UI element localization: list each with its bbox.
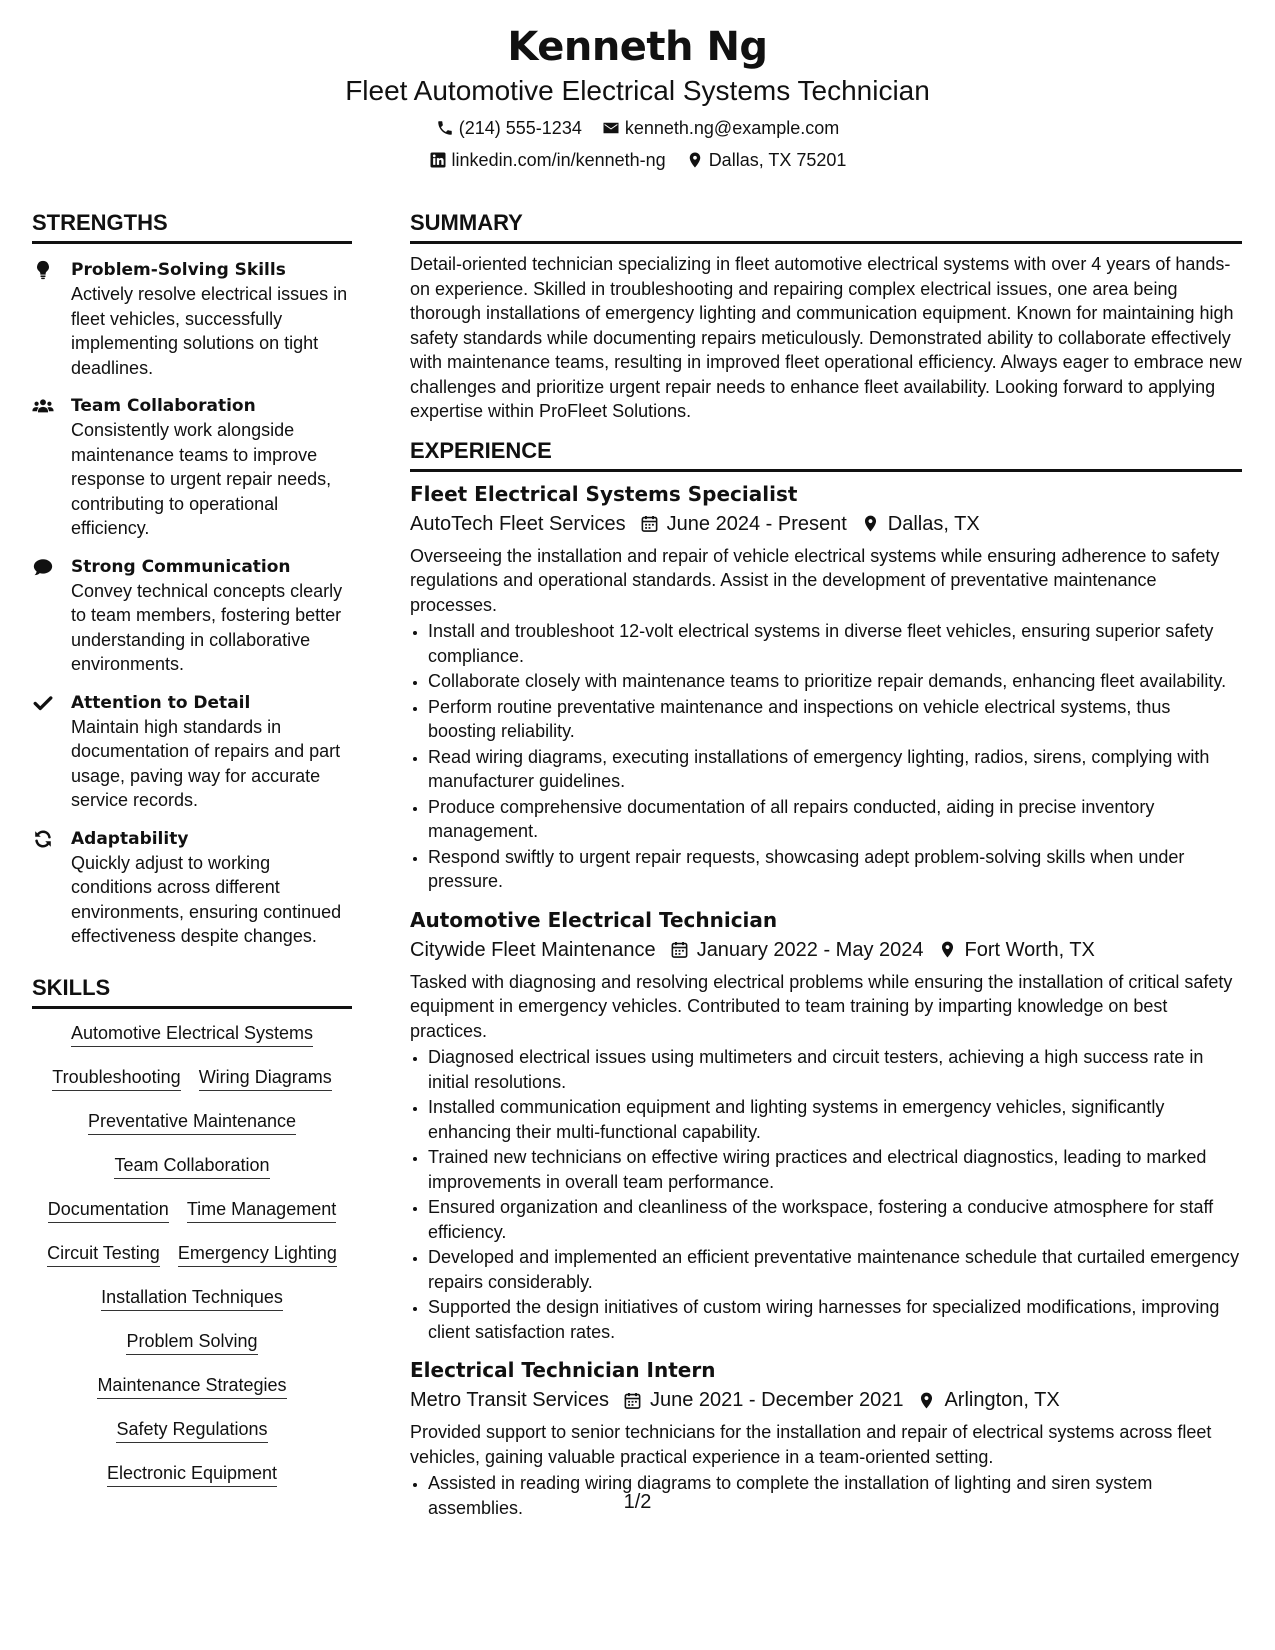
map-pin-icon bbox=[917, 1391, 936, 1410]
lightbulb-icon bbox=[32, 259, 54, 281]
achievement-item: • Supported the design initiatives of custom wiring harnesses for specialized modifications, improving client satisfaction rates. bbox=[428, 1295, 1242, 1344]
job-dates: June 2021 - December 2021 bbox=[649, 1389, 904, 1411]
job-meta bbox=[410, 510, 1242, 538]
achievement-item: • Ensured organization and cleanliness of the workspace, fostering a conducive atmosphere for staff efficiency. bbox=[428, 1195, 1242, 1244]
strength-desc: Maintain high standards in documentation of repairs and part usage, paving way for accurate service records. bbox=[71, 716, 341, 810]
strength-desc: Convey technical concepts clearly to team members, fostering better understanding in collaborative environments. bbox=[71, 580, 343, 674]
job-meta bbox=[410, 936, 1242, 964]
candidate-name: Kenneth Ng bbox=[507, 24, 768, 70]
skill-tag: Automotive Electrical Systems bbox=[71, 1021, 313, 1047]
company-name: Metro Transit Services bbox=[410, 1389, 609, 1411]
achievement-item: • Installed communication equipment and lighting systems in emergency vehicles, significantly enhancing their multi-functional capability. bbox=[428, 1095, 1242, 1144]
contact-location bbox=[686, 148, 847, 172]
position-title: Automotive Electrical Technician bbox=[410, 907, 778, 932]
phone-icon bbox=[436, 119, 454, 137]
achievement-item: • Install and troubleshoot 12-volt electrical systems in diverse fleet vehicles, ensuring superior safety compliance. bbox=[428, 619, 1242, 668]
achievement-item: • Produce comprehensive documentation of all repairs conducted, aiding in precise inventory management. bbox=[428, 795, 1242, 844]
company-name: AutoTech Fleet Services bbox=[410, 512, 626, 535]
skill-tag: Team Collaboration bbox=[114, 1153, 269, 1179]
strength-item bbox=[32, 827, 352, 949]
achievement-item: • Perform routine preventative maintenance and inspections on vehicle electrical systems, thus boosting reliability. bbox=[428, 695, 1242, 744]
job-description: Overseeing the installation and repair of vehicle electrical systems while ensuring adherence to safety regulations and operational standards. Assist in the development of preventative maintenance processes. bbox=[410, 545, 1220, 615]
strengths-heading: STRENGTHS bbox=[32, 210, 352, 244]
envelope-icon bbox=[602, 119, 620, 137]
strength-item bbox=[32, 394, 352, 541]
refresh-icon bbox=[32, 828, 54, 850]
map-pin-icon bbox=[938, 940, 957, 959]
job-dates: January 2022 - May 2024 bbox=[696, 938, 924, 961]
contact-phone[interactable] bbox=[436, 116, 582, 140]
calendar-icon bbox=[670, 940, 689, 959]
achievement-item: • Trained new technicians on effective wiring practices and electrical diagnostics, leading to marked improvements in overall team performance. bbox=[428, 1145, 1242, 1194]
contact-email[interactable] bbox=[602, 116, 839, 140]
skill-tag: Documentation bbox=[48, 1197, 169, 1223]
job-meta bbox=[410, 1386, 1242, 1414]
skill-tag: Electronic Equipment bbox=[107, 1461, 277, 1487]
job-location: Arlington, TX bbox=[944, 1389, 1060, 1411]
position-title: Electrical Technician Intern bbox=[410, 1358, 716, 1382]
calendar-icon bbox=[640, 514, 659, 533]
strength-item bbox=[32, 258, 352, 380]
skill-tag: Problem Solving bbox=[126, 1329, 257, 1355]
strength-title: Strong Communication bbox=[71, 556, 291, 577]
job-dates: June 2024 - Present bbox=[666, 512, 847, 535]
calendar-icon bbox=[623, 1391, 642, 1410]
skills-heading: SKILLS bbox=[32, 975, 352, 1009]
achievement-item: • Diagnosed electrical issues using multimeters and circuit testers, achieving a high success rate in initial resolutions. bbox=[428, 1045, 1242, 1094]
summary-heading: SUMMARY bbox=[410, 210, 1242, 244]
linkedin-text: linkedin.com/in/kenneth-ng bbox=[451, 150, 666, 170]
map-pin-icon bbox=[861, 514, 880, 533]
strength-title: Problem-Solving Skills bbox=[71, 260, 286, 280]
achievement-item: • Respond swiftly to urgent repair requests, showcasing adept problem-solving skills when under pressure. bbox=[428, 845, 1242, 894]
skill-tag: Wiring Diagrams bbox=[199, 1065, 332, 1091]
achievement-item: • Assisted in reading wiring diagrams to complete the installation of lighting and siren system assemblies. bbox=[428, 1471, 1242, 1520]
contact-linkedin[interactable] bbox=[429, 148, 666, 172]
phone-text: (214) 555-1234 bbox=[458, 118, 582, 138]
experience-entry bbox=[410, 906, 1242, 1345]
skill-tag: Preventative Maintenance bbox=[88, 1109, 296, 1135]
right-column bbox=[410, 210, 1242, 1520]
contact-row-1 bbox=[0, 116, 1275, 140]
job-location: Dallas, TX bbox=[887, 512, 980, 535]
map-pin-icon bbox=[686, 151, 704, 169]
job-description: Provided support to senior technicians for the installation and repair of electrical systems across fleet vehicles, gaining valuable practical experience in a team-oriented setting. bbox=[410, 1422, 1212, 1467]
achievement-list bbox=[410, 619, 1242, 894]
resume-header bbox=[0, 22, 1275, 172]
achievement-item: • Developed and implemented an efficient preventative maintenance schedule that curtailed emergency repairs considerably. bbox=[428, 1245, 1242, 1294]
strength-item bbox=[32, 691, 352, 813]
strength-desc: Actively resolve electrical issues in fleet vehicles, successfully implementing solutions on tight deadlines. bbox=[71, 284, 348, 378]
skill-tag: Time Management bbox=[187, 1197, 336, 1223]
skills-list bbox=[32, 1021, 352, 1487]
job-title: Fleet Automotive Electrical Systems Technician bbox=[345, 75, 930, 106]
job-location: Fort Worth, TX bbox=[964, 938, 1095, 961]
achievement-item: • Collaborate closely with maintenance teams to prioritize repair demands, enhancing fleet availability. bbox=[428, 669, 1242, 694]
left-column bbox=[32, 210, 352, 1487]
strength-desc: Quickly adjust to working conditions across different environments, ensuring continued effectiveness despite changes. bbox=[71, 852, 342, 946]
contact-row-2 bbox=[0, 148, 1275, 172]
strength-item bbox=[32, 555, 352, 677]
linkedin-icon bbox=[429, 151, 447, 169]
company-name: Citywide Fleet Maintenance bbox=[410, 938, 656, 961]
strength-title: Team Collaboration bbox=[71, 396, 256, 416]
position-title: Fleet Electrical Systems Specialist bbox=[410, 481, 798, 506]
speech-bubble-icon bbox=[32, 556, 54, 578]
achievement-item: • Read wiring diagrams, executing installations of emergency lighting, radios, sirens, complying with manufacturer guidelines. bbox=[428, 745, 1242, 794]
skill-tag: Circuit Testing bbox=[47, 1241, 160, 1267]
skill-tag: Troubleshooting bbox=[52, 1065, 180, 1091]
strength-title: Attention to Detail bbox=[71, 692, 251, 713]
strength-title: Adaptability bbox=[71, 828, 189, 849]
skill-tag: Emergency Lighting bbox=[178, 1241, 337, 1267]
skill-tag: Maintenance Strategies bbox=[97, 1373, 286, 1399]
experience-heading: EXPERIENCE bbox=[410, 438, 1242, 472]
location-text: Dallas, TX 75201 bbox=[708, 150, 847, 170]
checkmark-icon bbox=[32, 692, 54, 714]
achievement-list bbox=[410, 1045, 1242, 1344]
users-icon bbox=[32, 395, 54, 417]
strength-desc: Consistently work alongside maintenance teams to improve response to urgent repair needs, contributing to operational efficiency. bbox=[71, 420, 332, 538]
experience-entry bbox=[410, 480, 1242, 894]
skill-tag: Safety Regulations bbox=[116, 1417, 267, 1443]
skill-tag: Installation Techniques bbox=[101, 1285, 283, 1311]
email-text: kenneth.ng@example.com bbox=[624, 118, 840, 138]
job-description: Tasked with diagnosing and resolving electrical problems while ensuring the installation of critical safety equipment in emergency vehicles. Contributed to team training by imparting knowledge on best practices. bbox=[410, 971, 1233, 1041]
summary-text: Detail-oriented technician specializing in fleet automotive electrical systems with over 4 years of hands-on experience. Skilled in troubleshooting and repairing complex electrical issues, one area being thorough installations of emergency lighting and communication equipment. Known for maintaining high safety standards while documenting repairs meticulously. Demonstrated ability to collaborate effectively with maintenance teams, resulting in improved fleet operational efficiency. Always eager to embrace new challenges and prioritize urgent repair needs to enhance fleet availability. Looking forward to applying expertise within ProFleet Solutions. bbox=[410, 254, 1242, 421]
page-number: 1/2 bbox=[623, 1491, 652, 1513]
